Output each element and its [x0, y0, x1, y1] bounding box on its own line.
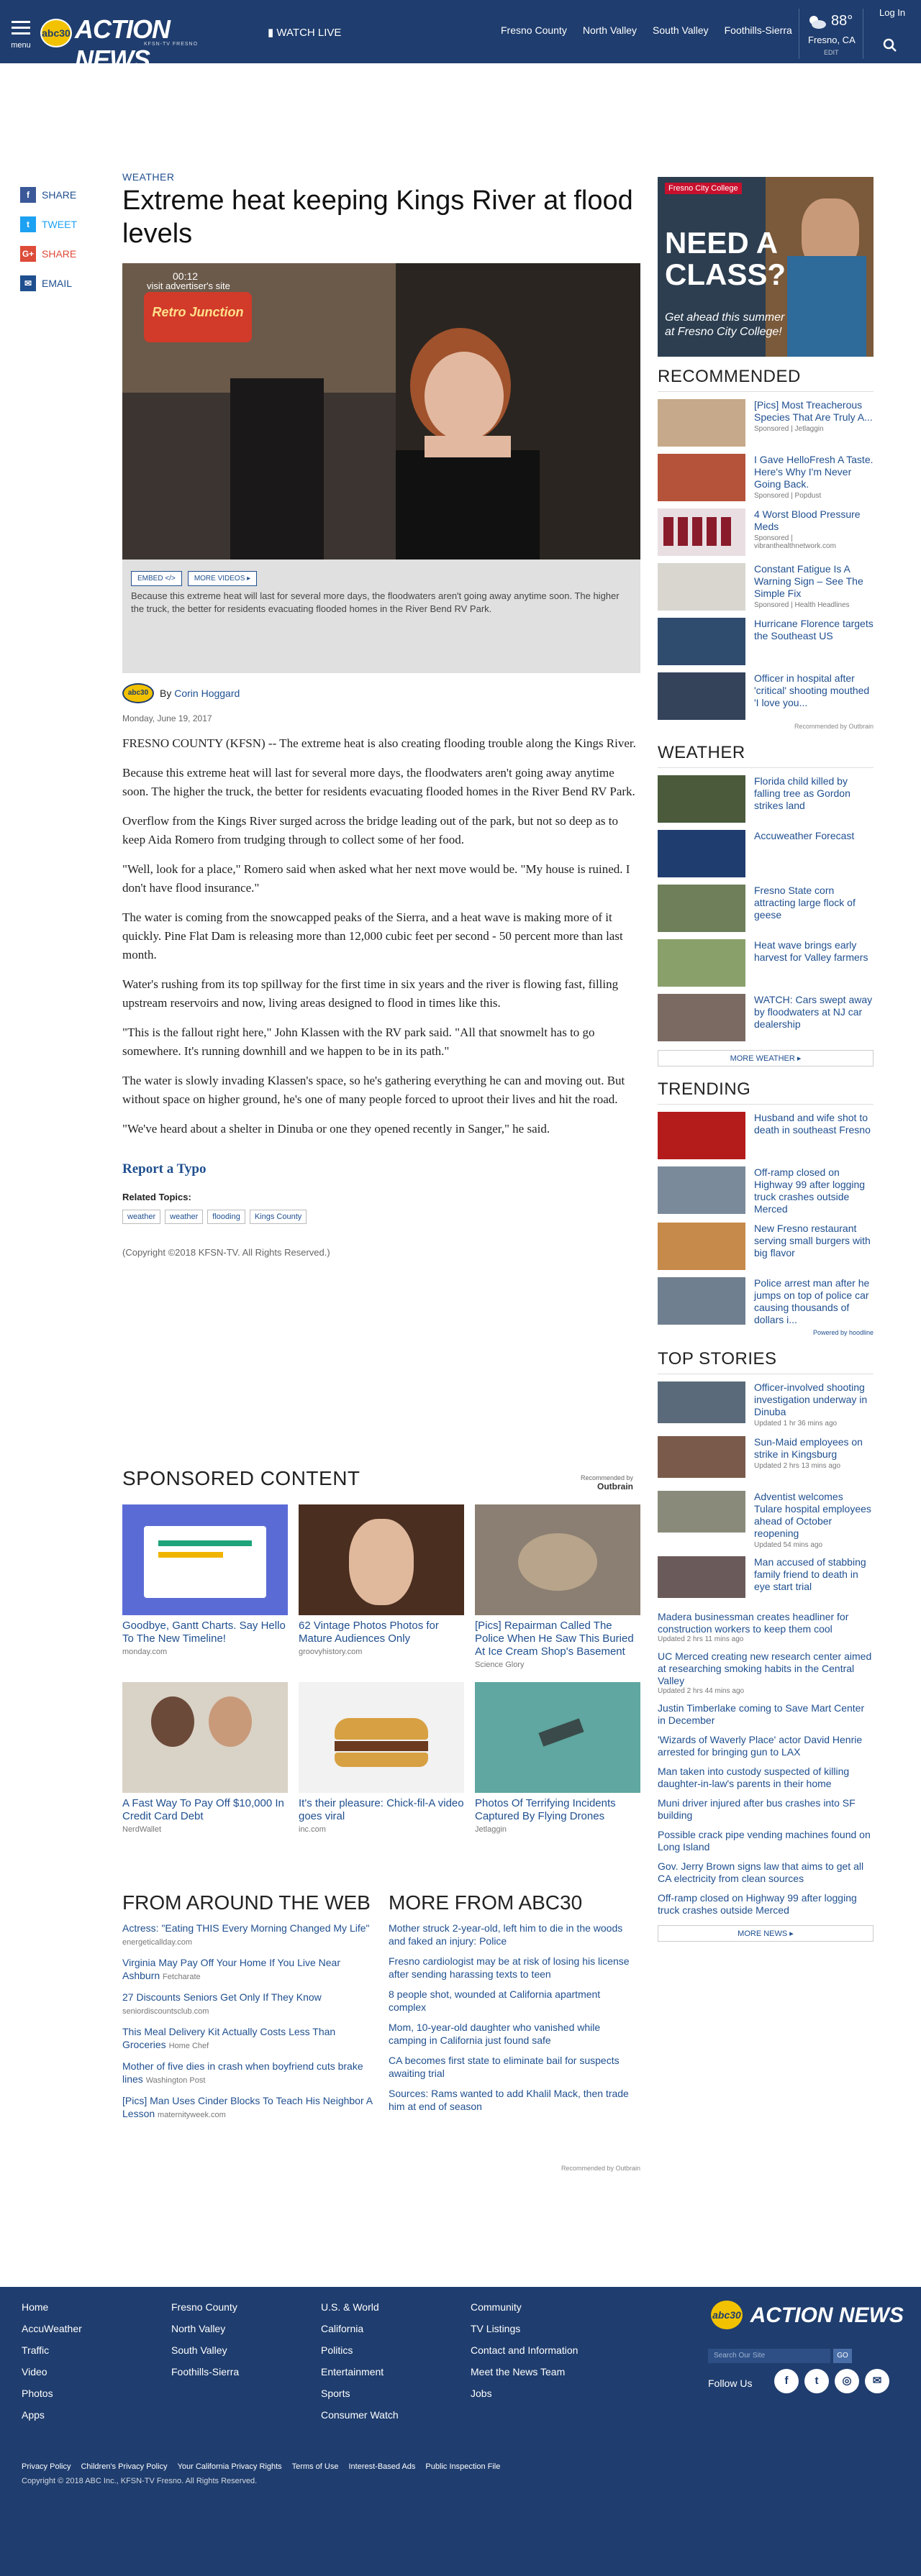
video-player[interactable]	[122, 263, 640, 673]
weather-city: Fresno, CA	[808, 35, 856, 45]
around-link[interactable]: Virginia May Pay Off Your Home If You Live Near Ashburn Fetcharate	[122, 1957, 340, 1981]
email-icon: ✉	[20, 275, 36, 291]
related-links	[122, 1891, 640, 2172]
googleplus-share-button[interactable]: G+ SHARE	[20, 247, 77, 260]
video-caption: Because this extreme heat will last for several more days, the floodwaters aren't going away anytime soon. The higher the truck, the better for residents evacuating flooded homes in the River Bend RV Park.	[131, 590, 620, 614]
trending-thumbnail	[658, 1166, 745, 1214]
sponsored-card-source: inc.com	[299, 1825, 326, 1834]
footer-search-button[interactable]: GO	[833, 2349, 852, 2363]
top-story-item[interactable]: Officer-involved shooting investigation underway in Dinuba Updated 1 hr 36 mins ago	[658, 1381, 874, 1429]
topic-tag[interactable]: flooding	[207, 1210, 245, 1224]
article-paragraph: The water is slowly invading Klassen's space, so he's gathering everything he can and moving out. But without space on higher ground, he's one of many people forced to uproot their lives and hit the road.	[122, 1074, 625, 1106]
around-link[interactable]: Mother of five dies in crash when boyfriend cuts brake lines Washington Post	[122, 2060, 363, 2085]
more-from-link[interactable]: 8 people shot, wounded at California apartment complex	[389, 1988, 601, 2013]
byline: abc30 By Corin Hoggard	[122, 683, 640, 703]
ad-headline: NEED A CLASS?	[665, 226, 786, 291]
sponsored-card[interactable]	[122, 1504, 288, 1669]
footer-link[interactable]: Meet the News Team	[471, 2366, 566, 2378]
email-icon[interactable]: ✉	[865, 2369, 889, 2393]
weather-thumbnail	[658, 939, 745, 987]
footer-logo[interactable]: abc30 ACTION NEWS	[711, 2298, 904, 2329]
top-story-thumbnail	[658, 1436, 745, 1478]
footer-link[interactable]: South Valley	[171, 2344, 227, 2356]
recommended-thumbnail	[658, 618, 745, 665]
author-link[interactable]: Corin Hoggard	[174, 688, 240, 699]
twitter-icon: t	[20, 216, 36, 232]
weather-item[interactable]: Fresno State corn attracting large flock of geese	[658, 885, 874, 932]
top-story-item[interactable]: Sun-Maid employees on strike in Kingsburg Updated 2 hrs 13 mins ago	[658, 1436, 874, 1484]
station-avatar: abc30	[122, 683, 154, 703]
weather-temp: 88°	[831, 13, 853, 29]
article-date: Monday, June 19, 2017	[122, 713, 212, 723]
footer-col-station	[471, 2301, 620, 2431]
top-story-link[interactable]: Justin Timberlake coming to Save Mart Center in December	[658, 1702, 865, 1726]
top-stories-list	[658, 1611, 874, 1917]
sponsored-card[interactable]	[475, 1504, 640, 1669]
footer-copyright: Copyright © 2018 ABC Inc., KFSN-TV Fresno. All Rights Reserved.	[22, 2477, 258, 2485]
more-from-abc30	[389, 1891, 640, 2129]
footer-link[interactable]: Fresno County	[171, 2301, 237, 2313]
nav-fresno-county[interactable]: Fresno County	[501, 24, 567, 36]
footer-link[interactable]: California	[321, 2323, 364, 2334]
sponsored-card-source: Jetlaggin	[475, 1825, 507, 1834]
footer-link[interactable]: Foothills-Sierra	[171, 2366, 240, 2378]
article-paragraph: The water is coming from the snowcapped peaks of the Sierra, and a heat wave is making more of it quickly. Pine Flat Dam is releasing more than 12,000 cubic feet per second - 50 percent more than last month.	[122, 910, 623, 962]
legal-link[interactable]: Children's Privacy Policy	[81, 2462, 168, 2471]
site-footer	[0, 2287, 921, 2576]
nav-foothills-sierra[interactable]: Foothills-Sierra	[724, 24, 792, 36]
site-logo[interactable]	[40, 12, 235, 74]
embed-button[interactable]: EMBED </>	[131, 571, 182, 586]
trending-item[interactable]: New Fresno restaurant serving small burgers with big flavor	[658, 1223, 874, 1270]
watch-live-link[interactable]: ▮ WATCH LIVE	[268, 27, 342, 39]
login-link[interactable]: Log In	[879, 7, 906, 18]
social-links	[774, 2369, 889, 2393]
sponsored-card-title: A Fast Way To Pay Off $10,000 In Credit Card Debt	[122, 1797, 284, 1822]
sponsored-thumbnail	[475, 1504, 640, 1615]
related-topics-label: Related Topics:	[122, 1192, 191, 1202]
footer-link[interactable]: Jobs	[471, 2388, 492, 2399]
weather-widget[interactable]	[799, 9, 863, 59]
video-frame[interactable]	[122, 263, 640, 559]
top-nav	[501, 24, 792, 36]
legal-link[interactable]: Terms of Use	[291, 2462, 339, 2471]
footer-search-input[interactable]: Search Our Site	[708, 2349, 830, 2363]
partly-cloudy-icon	[807, 13, 827, 30]
video-timer: 00:12	[173, 270, 199, 282]
around-link[interactable]: This Meal Delivery Kit Actually Costs Less Than Groceries Home Chef	[122, 2026, 336, 2050]
recommended-thumbnail	[658, 563, 745, 611]
twitter-share-button[interactable]: t TWEET	[20, 218, 77, 231]
retro-sign-text: Retro Junction	[152, 305, 244, 319]
sponsored-card[interactable]	[122, 1682, 288, 1834]
more-from-link[interactable]: Sources: Rams wanted to add Khalil Mack, then trade him at end of season	[389, 2088, 629, 2112]
weather-item[interactable]: Florida child killed by falling tree as Gordon strikes land	[658, 775, 874, 823]
sponsored-thumbnail	[299, 1504, 464, 1615]
recommended-thumbnail	[658, 454, 745, 501]
more-from-link[interactable]: CA becomes first state to eliminate bail for suspects awaiting trial	[389, 2055, 620, 2079]
sponsored-content	[122, 1467, 640, 1847]
footer-link[interactable]: Entertainment	[321, 2366, 384, 2378]
legal-link[interactable]: Interest-Based Ads	[348, 2462, 416, 2471]
around-link[interactable]: [Pics] Man Uses Cinder Blocks To Teach His Neighbor A Lesson maternityweek.com	[122, 2095, 373, 2119]
top-story-item[interactable]: Adventist welcomes Tulare hospital employees ahead of October reopening Updated 54 mins ago	[658, 1491, 874, 1549]
footer-link[interactable]: Community	[471, 2301, 522, 2313]
top-story-link[interactable]: Possible crack pipe vending machines found on Long Island	[658, 1829, 871, 1853]
logo-text: ACTION NEWS	[75, 14, 170, 74]
article-body	[122, 734, 640, 1138]
topic-tags	[122, 1210, 640, 1224]
more-news-button[interactable]: MORE NEWS ▸	[658, 1925, 874, 1942]
visit-advertiser-link[interactable]: visit advertiser's site	[147, 280, 230, 291]
facebook-icon: f	[20, 187, 36, 203]
sponsored-thumbnail	[299, 1682, 464, 1793]
twitter-icon[interactable]: t	[804, 2369, 829, 2393]
weather-thumbnail	[658, 775, 745, 823]
sponsored-card-source: Science Glory	[475, 1661, 525, 1669]
site-header	[0, 0, 921, 74]
legal-link[interactable]: Your California Privacy Rights	[177, 2462, 282, 2471]
footer-col-main	[22, 2301, 171, 2431]
top-story-link[interactable]: Man taken into custody suspected of killing daughter-in-law's parents in their home	[658, 1766, 850, 1789]
footer-col-sections	[321, 2301, 471, 2431]
footer-link[interactable]: Photos	[22, 2388, 53, 2399]
more-from-link[interactable]: Fresno cardiologist may be at risk of losing his license after sending harassing texts to teen	[389, 1955, 630, 1980]
trending-item[interactable]: Off-ramp closed on Highway 99 after logging truck crashes outside Merced	[658, 1166, 874, 1215]
weather-item[interactable]: Accuweather Forecast	[658, 830, 874, 877]
recommended-item[interactable]: [Pics] Most Treacherous Species That Are Truly A... Sponsored | Jetlaggin	[658, 399, 874, 447]
menu-label: menu	[11, 41, 31, 50]
follow-us-label: Follow Us	[708, 2378, 753, 2389]
article-paragraph: Water's rushing from its top spillway for the first time in six years and the river is flowing fast, filling upstream reservoirs and now, living areas designed to flood in times like this.	[122, 977, 619, 1010]
legal-links	[22, 2462, 500, 2471]
around-link[interactable]: Actress: "Eating THIS Every Morning Changed My Life" energeticallday.com	[122, 1922, 370, 1947]
trending-item[interactable]: Police arrest man after he jumps on top of police car causing thousands of dollars i...	[658, 1277, 874, 1326]
article-paragraph: "Well, look for a place," Romero said when asked what her next move would be. "My house is ruined. I don't have flood insurance."	[122, 862, 630, 895]
recommended-title: RECOMMENDED	[658, 367, 874, 392]
menu-button[interactable]	[9, 17, 33, 51]
sponsored-card-title: Goodbye, Gantt Charts. Say Hello To The New Timeline!	[122, 1620, 286, 1645]
sponsored-thumbnail	[122, 1504, 288, 1615]
weather-thumbnail	[658, 830, 745, 877]
footer-col-regions	[171, 2301, 321, 2431]
trending-thumbnail	[658, 1277, 745, 1325]
footer-link[interactable]: Contact and Information	[471, 2344, 579, 2356]
sponsored-card[interactable]	[299, 1682, 464, 1834]
share-bar	[20, 188, 77, 306]
sponsored-card[interactable]	[475, 1682, 640, 1834]
logo-badge: abc30	[40, 19, 72, 47]
hoodline-credit[interactable]: Powered by hoodline	[812, 1329, 874, 1336]
legal-link[interactable]: Public Inspection File	[425, 2462, 501, 2471]
article-title: Extreme heat keeping Kings River at flood levels	[122, 186, 633, 249]
trending-title: TRENDING	[658, 1079, 874, 1105]
footer-link[interactable]: Apps	[22, 2409, 45, 2421]
weather-title: WEATHER	[658, 743, 874, 768]
advertisement[interactable]	[658, 177, 874, 357]
top-story-thumbnail	[658, 1556, 745, 1598]
ad-brand: Fresno City College	[665, 183, 742, 194]
recommended-item[interactable]: Hurricane Florence targets the Southeast US	[658, 618, 874, 665]
footer-link[interactable]: Politics	[321, 2344, 353, 2356]
nav-south-valley[interactable]: South Valley	[653, 24, 709, 36]
search-icon[interactable]	[882, 37, 898, 53]
weather-item[interactable]: Heat wave brings early harvest for Valley farmers	[658, 939, 874, 987]
article	[122, 171, 640, 1258]
weather-thumbnail	[658, 994, 745, 1041]
around-the-web-title: FROM AROUND THE WEB	[122, 1891, 371, 1914]
top-story-link[interactable]: Madera businessman creates headliner for construction workers to keep them cool Updated 2 hrs 11 mins ago	[658, 1611, 849, 1643]
sponsored-thumbnail	[475, 1682, 640, 1793]
topic-tag[interactable]: Kings County	[250, 1210, 307, 1224]
facebook-icon[interactable]: f	[774, 2369, 799, 2393]
outbrain-badge[interactable]: Recommended by Outbrain	[580, 1474, 633, 1492]
more-weather-button[interactable]: MORE WEATHER ▸	[658, 1050, 874, 1067]
around-link[interactable]: 27 Discounts Seniors Get Only If They Know seniordiscountsclub.com	[122, 1991, 322, 2016]
weather-edit[interactable]: EDIT	[824, 49, 839, 56]
topic-tag[interactable]: weather	[122, 1210, 160, 1224]
recommended-item[interactable]: Officer in hospital after 'critical' shooting mouthed 'I love you...	[658, 672, 874, 720]
outbrain-credit[interactable]: Recommended by Outbrain	[561, 2165, 640, 2172]
recommended-thumbnail	[658, 672, 745, 720]
sponsored-card-title: Photos Of Terrifying Incidents Captured By Flying Drones	[475, 1797, 616, 1822]
more-videos-button[interactable]: MORE VIDEOS ▸	[188, 571, 257, 586]
article-paragraph: Because this extreme heat will last for several more days, the floodwaters aren't going away anytime soon. The higher the truck, the better for residents evacuating flooded homes in the River Bend RV Park.	[122, 766, 635, 798]
legal-link[interactable]: Privacy Policy	[22, 2462, 71, 2471]
top-story-item[interactable]: Man accused of stabbing family friend to death in eye start trial	[658, 1556, 874, 1604]
article-copyright: (Copyright ©2018 KFSN-TV. All Rights Reserved.)	[122, 1247, 330, 1258]
article-paragraph: "This is the fallout right here," John Klassen with the RV park said. "All that snowmelt has to go somewhere. It's running downhill and we happen to be in its path."	[122, 1026, 595, 1058]
weather-item[interactable]: WATCH: Cars swept away by floodwaters at NJ car dealership	[658, 994, 874, 1041]
sponsored-card-source: NerdWallet	[122, 1825, 161, 1834]
recommended-outbrain[interactable]: Recommended by Outbrain	[794, 723, 874, 730]
report-typo-link[interactable]: Report a Typo	[122, 1161, 207, 1177]
footer-link[interactable]: North Valley	[171, 2323, 226, 2334]
sponsored-card-title: It's their pleasure: Chick-fil-A video goes viral	[299, 1797, 464, 1822]
more-from-title: MORE FROM ABC30	[389, 1891, 583, 1914]
sponsored-card-title: 62 Vintage Photos Photos for Mature Audiences Only	[299, 1620, 439, 1645]
footer-link[interactable]: Video	[22, 2366, 47, 2378]
recommended-item[interactable]: I Gave HelloFresh A Taste. Here's Why I'm Never Going Back. Sponsored | Popdust	[658, 454, 874, 501]
top-story-link[interactable]: 'Wizards of Waverly Place' actor David Henrie arrested for bringing gun to LAX	[658, 1734, 863, 1758]
ad-subline: Get ahead this summer at Fresno City College!	[665, 311, 785, 338]
footer-link[interactable]: AccuWeather	[22, 2323, 82, 2334]
sponsored-title: SPONSORED CONTENT	[122, 1467, 360, 1489]
footer-link[interactable]: U.S. & World	[321, 2301, 379, 2313]
article-paragraph: Overflow from the Kings River surged across the bridge leading out of the park, but not so deep as to keep Aida Romero from trudging through to collect some of her food.	[122, 814, 618, 846]
tv-icon: ▮	[268, 27, 277, 39]
article-paragraph: "We've heard about a shelter in Dinuba or one they opened recently in Sanger," he said.	[122, 1122, 550, 1136]
logo-subtext: KFSN-TV FRESNO	[144, 42, 199, 47]
around-the-web	[122, 1891, 374, 2129]
sponsored-card[interactable]	[299, 1504, 464, 1669]
instagram-icon[interactable]: ◎	[835, 2369, 859, 2393]
trending-item[interactable]: Husband and wife shot to death in southeast Fresno	[658, 1112, 874, 1159]
footer-link[interactable]: Sports	[321, 2388, 350, 2399]
footer-link[interactable]: Traffic	[22, 2344, 50, 2356]
top-stories-title: TOP STORIES	[658, 1349, 874, 1374]
recommended-item[interactable]: Constant Fatigue Is A Warning Sign – See The Simple Fix Sponsored | Health Headlines	[658, 563, 874, 611]
trending-thumbnail	[658, 1223, 745, 1270]
footer-link[interactable]: TV Listings	[471, 2323, 521, 2334]
topic-tag[interactable]: weather	[165, 1210, 203, 1224]
footer-link[interactable]: Home	[22, 2301, 49, 2313]
recommended-item[interactable]: 4 Worst Blood Pressure Meds Sponsored | vibranthealthnetwork.com	[658, 508, 874, 556]
googleplus-icon: G+	[20, 246, 36, 262]
sponsored-card-source: monday.com	[122, 1648, 168, 1656]
sponsored-thumbnail	[122, 1682, 288, 1793]
sponsored-card-source: groovyhistory.com	[299, 1648, 363, 1656]
top-story-link[interactable]: Muni driver injured after bus crashes into SF building	[658, 1797, 856, 1821]
trending-thumbnail	[658, 1112, 745, 1159]
footer-link[interactable]: Consumer Watch	[321, 2409, 399, 2421]
article-paragraph: FRESNO COUNTY (KFSN) -- The extreme heat is also creating flooding trouble along the Kings River.	[122, 736, 636, 750]
sponsored-card-title: [Pics] Repairman Called The Police When He Saw This Buried At Ice Cream Shop's Basement	[475, 1620, 634, 1658]
right-rail	[658, 177, 874, 1942]
top-story-link[interactable]: Off-ramp closed on Highway 99 after logging truck crashes outside Merced	[658, 1892, 857, 1916]
recommended-thumbnail	[658, 399, 745, 447]
more-from-link[interactable]: Mother struck 2-year-old, left him to die in the woods and faked an injury: Police	[389, 1922, 623, 1947]
nav-north-valley[interactable]: North Valley	[582, 24, 638, 36]
article-category[interactable]: WEATHER	[122, 171, 175, 183]
email-share-button[interactable]: ✉ EMAIL	[20, 277, 77, 290]
more-from-link[interactable]: Mom, 10-year-old daughter who vanished while camping in California just found safe	[389, 2022, 601, 2046]
facebook-share-button[interactable]: f SHARE	[20, 188, 77, 201]
recommended-thumbnail	[658, 508, 745, 556]
top-story-link[interactable]: UC Merced creating new research center aimed at researching smoking habits in the Central Valley Updated 2 hrs 44 mins ago	[658, 1650, 872, 1695]
top-story-link[interactable]: Gov. Jerry Brown signs law that aims to get all CA electricity from clean sources	[658, 1860, 864, 1884]
top-story-thumbnail	[658, 1381, 745, 1423]
weather-thumbnail	[658, 885, 745, 932]
top-story-thumbnail	[658, 1491, 745, 1533]
